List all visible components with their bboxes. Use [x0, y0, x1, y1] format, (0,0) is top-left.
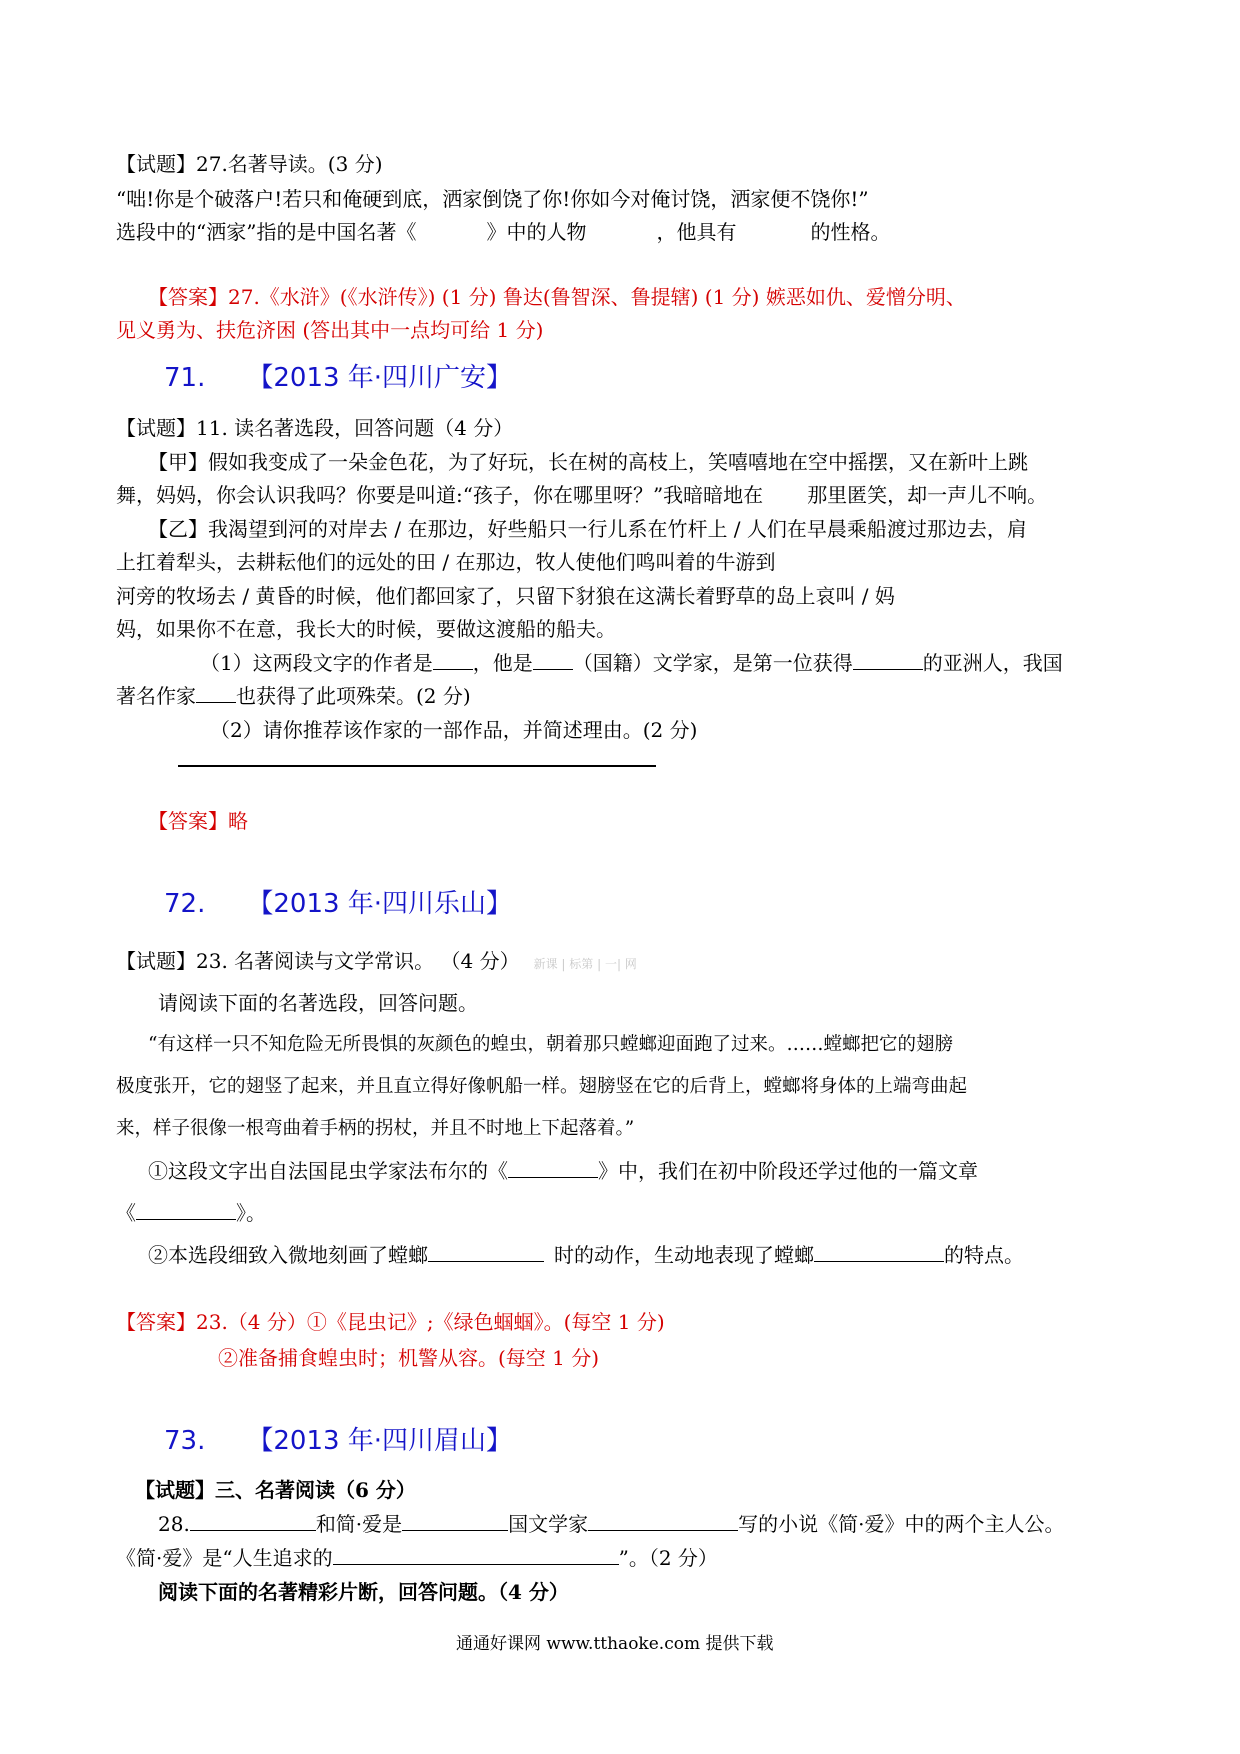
section-title: 【2013 年·四川眉山】: [247, 1426, 513, 1456]
question-11-part1: [200, 649, 1063, 677]
instruction: 请阅读下面的名著选段，回答问题。: [158, 991, 478, 1015]
question-part: ，他是: [472, 651, 533, 675]
answer-27-line2: 见义勇为、扶危济困 (答出其中一点均可给 1 分): [116, 318, 544, 342]
prompt-part: 的性格。: [810, 220, 891, 244]
answer-27-line1: 【答案】27.《水浒》(《水浒传》) (1 分) 鲁达(鲁智深、鲁提辖) (1 分) 嫉恶如仇、爱憎分明、: [148, 285, 966, 309]
question-part: ②本选段细致入微地刻画了螳螂: [148, 1243, 428, 1267]
answer-blank[interactable]: [533, 649, 573, 670]
excerpt-yi-line4: 妈，如果你不在意，我长大的时候，要做这渡船的船夫。: [116, 617, 616, 641]
question-part: （1）这两段文字的作者是: [200, 651, 433, 675]
question-part: 《: [116, 1201, 136, 1225]
question-part: ”。（2 分）: [618, 1546, 718, 1570]
prompt-part: 选段中的“洒家”指的是中国名著《: [116, 220, 417, 244]
question-27-prompt: [116, 218, 890, 246]
answer-blank[interactable]: [588, 1510, 738, 1531]
reading-instruction: 阅读下面的名著精彩片断，回答问题。（4 分）: [158, 1580, 569, 1604]
excerpt-yi-line3: 河旁的牧场去 / 黄昏的时候，他们都回家了，只留下豺狼在这满长着野草的岛上哀叫 / 妈: [116, 584, 895, 608]
question-23-part1: [148, 1157, 978, 1185]
question-28-line2: [116, 1544, 718, 1572]
question-part: 著名作家: [116, 684, 196, 708]
excerpt-yi-line2: 上扛着犁头，去耕耘他们的远处的田 / 在那边，牧人使他们鸣叫着的牛游到: [116, 550, 776, 574]
question-part: ①这段文字出自法国昆虫学家法布尔的《: [148, 1159, 508, 1183]
answer-line[interactable]: [178, 765, 656, 767]
excerpt-line3: 来，样子很像一根弯曲着手柄的拐杖，并且不时地上下起落着。”: [116, 1118, 635, 1139]
answer-23-line2: ②准备捕食蝗虫时；机警从容。(每空 1 分): [218, 1346, 600, 1370]
answer-blank[interactable]: [136, 1199, 236, 1220]
excerpt-line2: 极度张开，它的翅竖了起来，并且直立得好像帆船一样。翅膀竖在它的后背上，螳螂将身体的上端弯曲起: [116, 1076, 968, 1097]
question-11-heading: 【试题】11. 读名著选段，回答问题（4 分）: [116, 416, 514, 440]
question-part: 的特点。: [944, 1243, 1024, 1267]
section-title: 【2013 年·四川乐山】: [247, 889, 513, 919]
section-72-heading: [164, 887, 512, 921]
section-number: 73.: [164, 1426, 206, 1456]
answer-blank[interactable]: [333, 1544, 619, 1565]
answer-blank[interactable]: [508, 1157, 598, 1178]
question-part: （国籍）文学家，是第一位获得: [572, 651, 853, 675]
excerpt-yi-line1: 【乙】我渴望到河的对岸去 / 在那边，好些船只一行儿系在竹杆上 / 人们在早晨乘船渡过那边去，肩: [148, 517, 1027, 541]
excerpt-part: 那里匿笑，却一声儿不响。: [807, 483, 1048, 507]
answer-blank[interactable]: [190, 1510, 316, 1531]
answer-blank[interactable]: [402, 1510, 508, 1531]
question-11-part1-line2: [116, 682, 471, 710]
watermark: 新课 | 标第 | 一| 网: [533, 957, 637, 971]
excerpt-part: 舞，妈妈，你会认识我吗？你要是叫道:“孩子，你在哪里呀？”我暗暗地在: [116, 483, 764, 507]
question-part: 《简·爱》是“人生追求的: [116, 1546, 333, 1570]
section-title: 【2013 年·四川广安】: [247, 363, 513, 393]
question-28: [158, 1510, 1065, 1538]
page-footer: 通通好课网 www.tthaoke.com 提供下载: [456, 1634, 774, 1654]
question-heading-text: 【试题】23. 名著阅读与文学常识。 （4 分）: [116, 949, 520, 973]
question-23-part1-line2: [116, 1199, 266, 1227]
question-27-quote: “咄!你是个破落户!若只和俺硬到底，洒家倒饶了你!你如今对俺讨饶，洒家便不饶你!”: [116, 187, 869, 211]
answer-11: 【答案】略: [148, 809, 248, 833]
excerpt-jia-line2: [116, 481, 1047, 509]
section-number: 72.: [164, 889, 206, 919]
answer-23-line1: 【答案】23.（4 分）①《昆虫记》;《绿色蝈蝈》。(每空 1 分): [116, 1310, 665, 1334]
section-71-heading: [164, 361, 512, 395]
excerpt-jia-line1: 【甲】假如我变成了一朵金色花，为了好玩，长在树的高枝上，笑嘻嘻地在空中摇摆，又在新叶上跳: [148, 450, 1028, 474]
question-part: 写的小说《简·爱》中的两个主人公。: [738, 1512, 1065, 1536]
question-27-heading: 【试题】27.名著导读。(3 分): [116, 152, 383, 176]
question-23-part2: [148, 1241, 1024, 1269]
question-part: 也获得了此项殊荣。(2 分): [236, 684, 471, 708]
answer-blank[interactable]: [853, 649, 923, 670]
excerpt-line1: “有这样一只不知危险无所畏惧的灰颜色的蝗虫，朝着那只螳螂迎面跑了过来。……螳螂把它的翅膀: [148, 1034, 953, 1055]
question-part: 的亚洲人，我国: [922, 651, 1063, 675]
answer-blank[interactable]: [196, 682, 236, 703]
answer-blank[interactable]: [814, 1241, 944, 1262]
question-part: 国文学家: [508, 1512, 589, 1536]
section-number: 71.: [164, 363, 206, 393]
answer-blank[interactable]: [433, 649, 473, 670]
question-11-part2: （2）请你推荐该作家的一部作品，并简述理由。(2 分): [210, 718, 698, 742]
prompt-part: 》中的人物: [486, 220, 587, 244]
question-part: 》。: [236, 1201, 266, 1225]
question-23-heading: [116, 947, 637, 978]
prompt-part: ，他具有: [656, 220, 737, 244]
section-73-heading: [164, 1424, 512, 1458]
question-part: 》中，我们在初中阶段还学过他的一篇文章: [598, 1159, 978, 1183]
question-part: 28.: [158, 1512, 190, 1536]
question-heading: 【试题】三、名著阅读（6 分）: [135, 1478, 416, 1502]
answer-blank[interactable]: [428, 1241, 544, 1262]
question-part: 时的动作，生动地表现了螳螂: [554, 1243, 814, 1267]
question-part: 和简·爱是: [315, 1512, 403, 1536]
